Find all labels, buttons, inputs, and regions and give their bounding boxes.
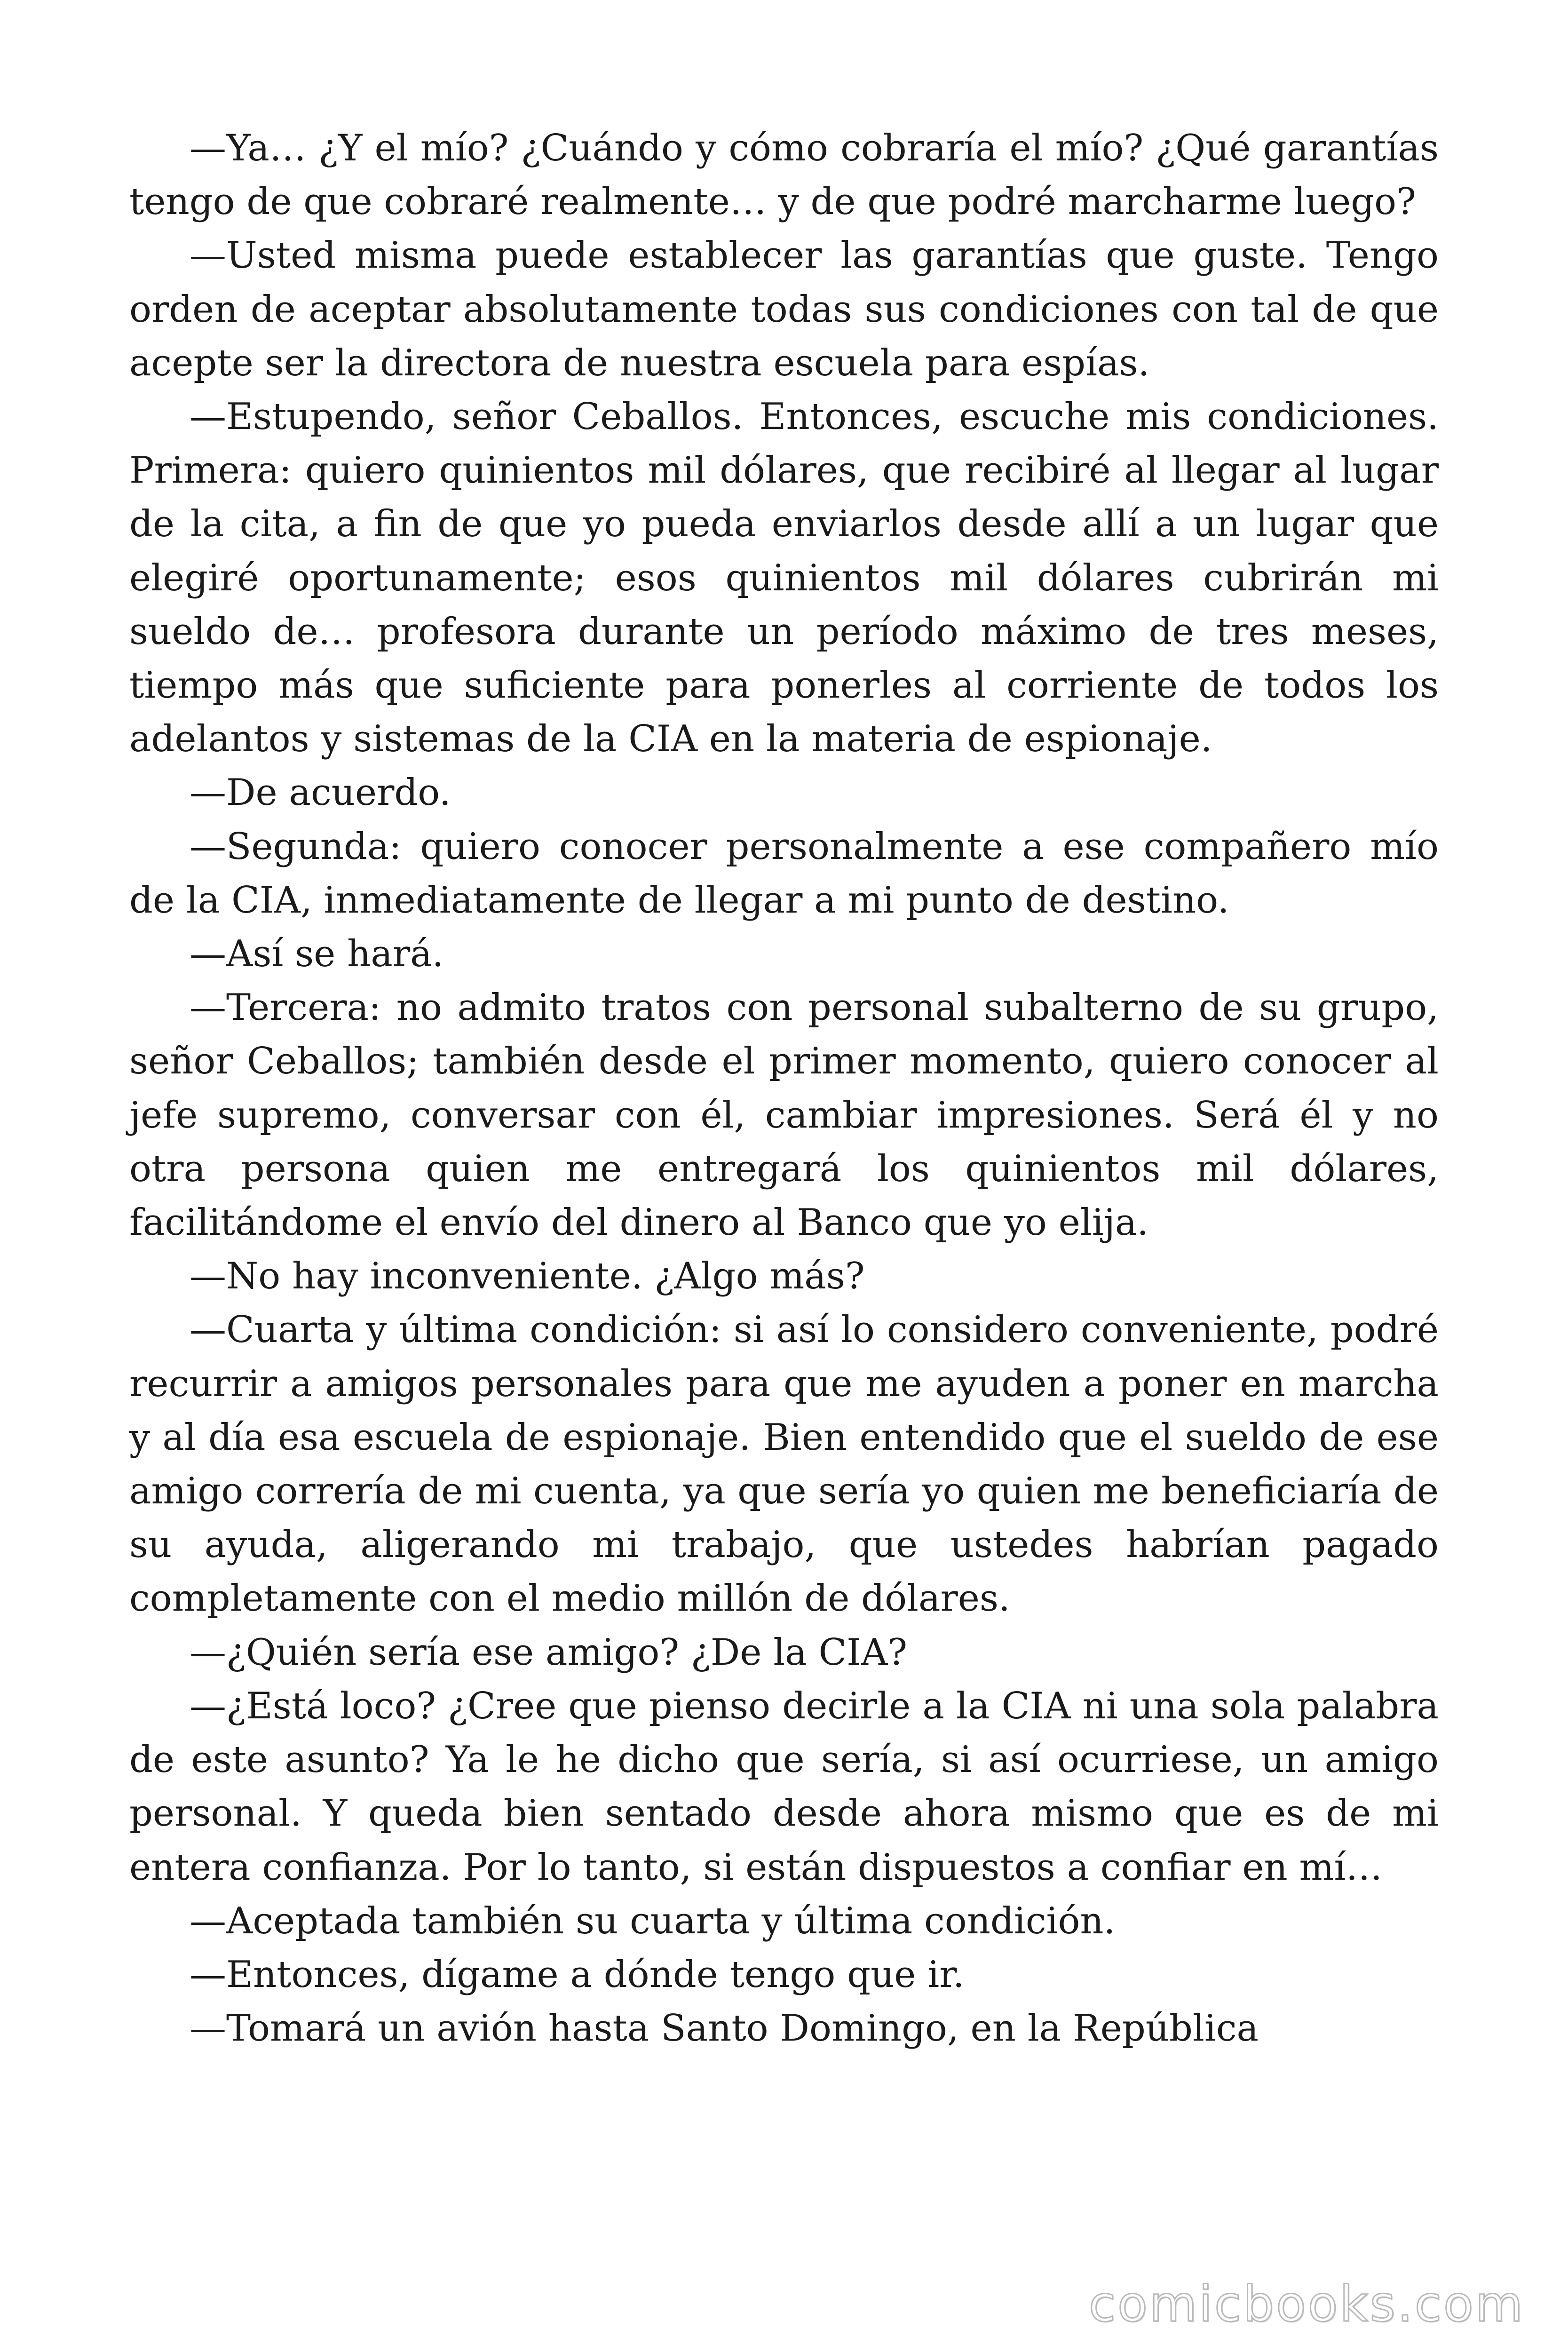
paragraph-7: —Tercera: no admito tratos con personal subalterno de su grupo, señor Ceballos; también desde el primer momento, quiero conocer al jefe supremo, conversar con él, cambiar impresiones. Será él y no otra persona quien me entregará los quinientos mil dólares, facilitándome el envío del dinero al Banco que yo elija. <box>129 986 1439 1244</box>
watermark-logo: comicbooks.com <box>1088 2275 1525 2333</box>
paragraph-2: —Usted misma puede establecer las garantías que guste. Tengo orden de aceptar absolutamente todas sus condiciones con tal de que acepte ser la directora de nuestra escuela para espías. <box>129 234 1439 384</box>
paragraph-4: —De acuerdo. <box>190 771 451 814</box>
paragraph-13: —Entonces, dígame a dónde tengo que ir. <box>190 1953 965 1996</box>
paragraph-8: —No hay inconveniente. ¿Algo más? <box>190 1255 865 1298</box>
paragraph-14: —Tomará un avión hasta Santo Domingo, en la República <box>190 2007 1259 2050</box>
paragraph-9: —Cuarta y última condición: si así lo considero conveniente, podré recurrir a amigos personales para que me ayuden a poner en marcha y al día esa escuela de espionaje. Bien entendido que el sueldo de ese amigo correría de mi cuenta, ya que sería yo quien me beneficiaría de su ayuda, aligerando mi trabajo, que ustedes habrían pagado completamente con el medio millón de dólares. <box>129 1309 1439 1620</box>
paragraph-12: —Aceptada también su cuarta y última condición. <box>190 1899 1116 1942</box>
paragraph-10: —¿Quién sería ese amigo? ¿De la CIA? <box>190 1631 908 1674</box>
paragraph-11: —¿Está loco? ¿Cree que pienso decirle a la CIA ni una sola palabra de este asunto? Ya le he dicho que sería, si así ocurriese, un amigo personal. Y queda bien sentado desde ahora mismo que es de mi entera confianza. Por lo tanto, si están dispuestos a confiar en mí… <box>129 1685 1439 1889</box>
page-text <box>129 121 1439 2055</box>
paragraph-3: —Estupendo, señor Ceballos. Entonces, escuche mis condiciones. Primera: quiero quinientos mil dólares, que recibiré al llegar al lugar de la cita, a fin de que yo pueda enviarlos desde allí a un lugar que elegiré oportunamente; esos quinientos mil dólares cubrirán mi sueldo de… profesora durante un período máximo de tres meses, tiempo más que suficiente para ponerles al corriente de todos los adelantos y sistemas de la CIA en la materia de espionaje. <box>129 396 1439 761</box>
paragraph-5: —Segunda: quiero conocer personalmente a ese compañero mío de la CIA, inmediatamente de llegar a mi punto de destino. <box>129 825 1439 922</box>
paragraph-1: —Ya… ¿Y el mío? ¿Cuándo y cómo cobraría el mío? ¿Qué garantías tengo de que cobraré realmente… y de que podré marcharme luego? <box>129 127 1439 223</box>
paragraph-6: —Así se hará. <box>190 933 444 976</box>
